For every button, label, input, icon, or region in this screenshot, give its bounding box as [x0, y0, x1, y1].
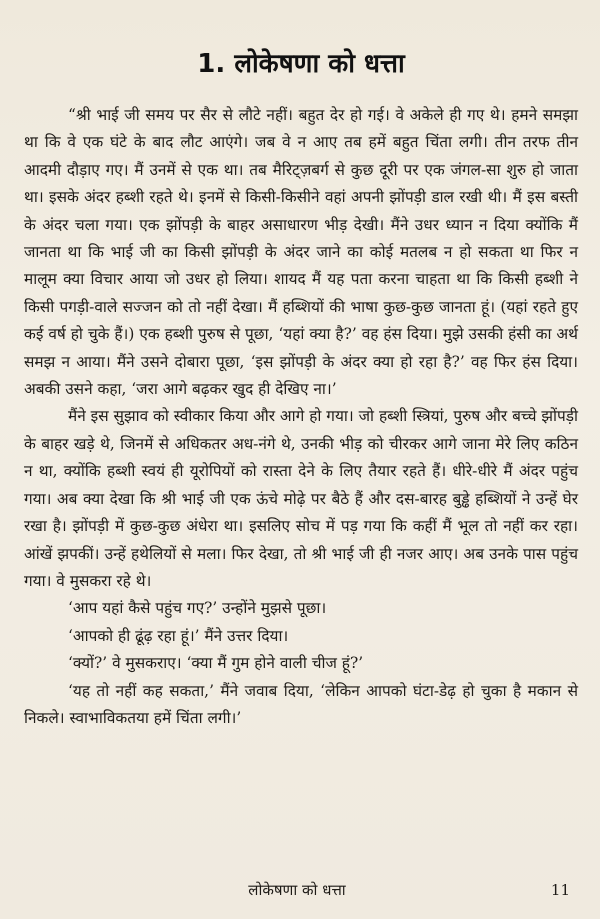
chapter-title: 1. लोकेषणा को धत्ता [197, 49, 405, 79]
paragraph: मैंने इस सुझाव को स्वीकार किया और आगे हो गया। जो हब्शी स्त्रियां, पुरुष और बच्चे झोंपड़ी के बाहर खड़े थे, जिनमें से अधिकतर अध-नंगे थे, उनकी भीड़ को चीरकर आगे जाना मेरे लिए कठिन न था, क्योंकि हब्शी स्वयं ही यूरोपियों को रास्ता देने के लिए तैयार रहते हैं। धीरे-धीरे मैं अंदर पहुंच गया। अब क्या देखा कि श्री भाई जी एक ऊंचे मोढ़े पर बैठे हैं और दस-बारह बुड्ढे हब्शियों ने उन्हें घेर रखा है। झोंपड़ी में कुछ-कुछ अंधेरा था। इसलिए सोच में पड़ गया कि कहीं मैं भूल तो नहीं कर रहा। आंखें झपकीं। उन्हें हथेलियों से मला। फिर देखा, तो श्री भाई जी ही नजर आए। अब उनके पास पहुंच गया। वे मुसकरा रहे थे। [24, 407, 578, 590]
paragraph: “श्री भाई जी समय पर सैर से लौटे नहीं। बहुत देर हो गई। वे अकेले ही गए थे। हमने समझा था कि वे एक घंटे के बाद लौट आएंगे। जब वे न आए तब हमें बहुत चिंता लगी। तीन तरफ तीन आदमी दौड़ाए गए। मैं उनमें से एक था। तब मैरिट्ज़बर्ग से कुछ दूरी पर एक जंगल-सा शुरु हो जाता था। इसके अंदर हब्शी रहते थे। इनमें से किसी-किसीने वहां अपनी झोंपड़ी डाल रखी थी। मैं इस बस्ती के अंदर चला गया। एक झोंपड़ी के बाहर असाधारण भीड़ देखी। मैंने उधर ध्यान न दिया क्योंकि मैं जानता था कि भाई जी का किसी झोंपड़ी के अंदर जाने का कोई मतलब न हो सकता था फिर न मालूम क्या विचार आया जो उधर हो लिया। शायद मैं यह पता करना चाहता था कि किसी हब्शी ने किसी पगड़ी-वाले सज्जन को तो नहीं देखा। मैं हब्शियों की भाषा कुछ-कुछ जानता हूं। (यहां रहते हुए कई वर्ष हो चुके हैं।) एक हब्शी पुरुष से पूछा, ‘यहां क्या है?’ वह हंस दिया। मुझे उसकी हंसी का अर्थ समझ न आया। मैंने उसने दोबारा पूछा, ‘इस झोंपड़ी के अंदर क्या हो रहा है?’ वह फिर हंस दिया। अबकी उसने कहा, ‘जरा आगे बढ़कर खुद ही देखिए ना।’ [24, 106, 578, 399]
page-number: 11 [550, 881, 570, 899]
dialogue-line: ‘क्यों?’ वे मुसकराए। ‘क्या मैं गुम होने वाली चीज हूं?’ [68, 654, 364, 673]
running-footer: लोकेषणा को धत्ता [248, 881, 346, 899]
show-through-texture [0, 6, 600, 96]
dialogue-line: ‘यह तो नहीं कह सकता,’ मैंने जवाब दिया, ‘लेकिन आपको घंटा-डेढ़ हो चुका है मकान से निकले। स्वाभाविकतया हमें चिंता लगी।’ [24, 681, 578, 727]
dialogue-line: ‘आप यहां कैसे पहुंच गए?’ उन्होंने मुझसे पूछा। [68, 599, 327, 618]
dialogue-line: ‘आपको ही ढूंढ़ रहा हूं।’ मैंने उत्तर दिया। [68, 626, 289, 645]
chapter-body [24, 102, 578, 732]
